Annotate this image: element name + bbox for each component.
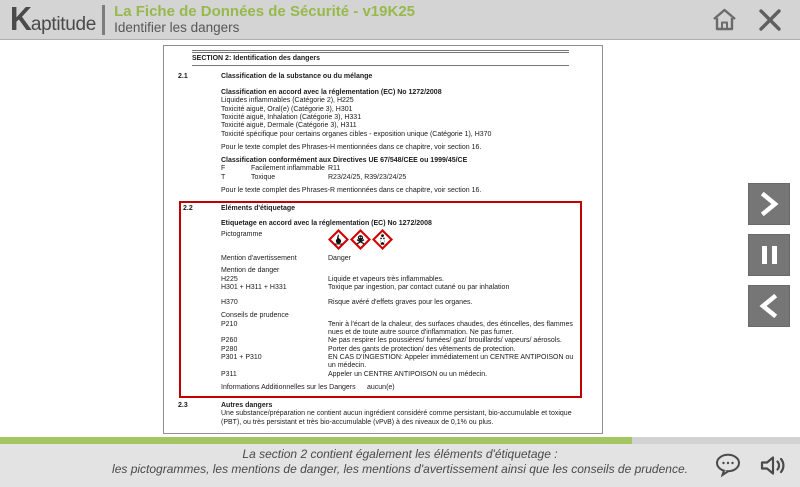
caption-line-2: les pictogrammes, les mentions de danger, les mentions d'avertissement ainsi que les conseils de prudence. (112, 461, 688, 476)
directives-heading: Classification conformément aux Directives UE 67/548/CEE ou 1999/45/CE (221, 157, 468, 165)
next-button[interactable] (748, 183, 790, 225)
additional-info-label: Informations Additionnelles sur les Dangers (221, 383, 356, 391)
caption-bar (0, 444, 800, 487)
note-phrases-h: Pour le texte complet des Phrases-H mentionnées dans ce chapitre, voir section 16. (221, 143, 482, 151)
hazard-line: Toxicité aiguë, Inhalation (Catégorie 3), H331 (221, 113, 362, 121)
directive-row: T Toxique R23/24/25, R39/23/24/25 (221, 173, 407, 181)
pause-button[interactable] (748, 234, 790, 276)
title-block (114, 3, 415, 36)
logo-text: aptitude (30, 13, 97, 35)
other-hazards-text: Une substance/préparation ne contient aucun ingrédient considéré comme persistant, bio-accumulable et toxique (PBT), ou très persistant et très bio-accumulable (vPvB) à des niveaux de 0,1% ou plus. (221, 410, 572, 426)
note-phrases-r: Pour le texte complet des Phrases-R mentionnées dans ce chapitre, voir section 16. (221, 187, 482, 195)
directive-row: F Facilement inflammable R11 (221, 165, 341, 173)
ghs-pictograms (328, 229, 576, 250)
home-icon[interactable] (711, 7, 738, 32)
caption-line-1: La section 2 contient également les éléments d'étiquetage : (242, 447, 558, 461)
section-2-3-heading: 2.3 Autres dangers (178, 402, 273, 410)
highlight-red-box (179, 201, 582, 398)
hazard-line: Toxicité aiguë, Oral(e) (Catégorie 3), H301 (221, 105, 353, 113)
logo-divider (102, 5, 105, 35)
hazard-statement-row: H370 Risque avéré d'effets graves pour les organes. (221, 299, 473, 307)
progress-bar-fill (0, 437, 632, 444)
additional-info-row (183, 384, 576, 392)
precaution-row: P260 Ne pas respirer les poussières/ fumées/ gaz/ brouillards/ vapeurs/ aérosols. (221, 337, 562, 345)
reg-classification-heading: Classification en accord avec la réglementation (EC) No 1272/2008 (221, 89, 442, 97)
hazard-line: Toxicité spécifique pour certains organes cibles - exposition unique (Catégorie 1), H370 (221, 130, 492, 138)
captions-toggle-icon[interactable] (714, 452, 744, 479)
precaution-row: P311 Appeler un CENTRE ANTIPOISON ou un médecin. (221, 370, 488, 378)
precaution-row: P301 + P310 EN CAS D'INGESTION: Appeler immédiatement un CENTRE ANTIPOISON ou un médecin. (221, 353, 574, 370)
previous-button[interactable] (748, 285, 790, 327)
hazard-statement-row: H225 Liquide et vapeurs très inflammables. (221, 275, 444, 283)
progress-bar[interactable] (0, 437, 800, 444)
ghs-health-hazard-icon (372, 229, 393, 250)
hazard-statement-row: H301 + H311 + H331 Toxique par ingestion, par contact cutané ou par inhalation (221, 283, 510, 291)
kaptitude-logo (0, 0, 97, 37)
precaution-statements-label: Conseils de prudence (221, 312, 289, 320)
player-nav (748, 183, 790, 327)
ghs-flame-icon (328, 229, 349, 250)
ghs-skull-crossbones-icon (350, 229, 371, 250)
close-icon[interactable] (758, 8, 782, 32)
section-2-2-heading: 2.2 Eléments d'étiquetage (183, 205, 296, 213)
narration-caption (0, 447, 800, 476)
precaution-row: P210 Tenir à l'écart de la chaleur, des surfaces chaudes, des étincelles, des flammes nues et de toute autre source d'inflammation. Ne pas fumer. (221, 320, 573, 337)
warning-value: Danger (328, 254, 351, 262)
hazard-line: Toxicité aiguë, Dermale (Catégorie 3), H311 (221, 122, 357, 130)
course-title: La Fiche de Données de Sécurité - v19K25 (114, 3, 416, 20)
section-2-1-heading: 2.1 Classification de la substance ou du mélange (178, 72, 373, 80)
top-bar (0, 0, 800, 40)
sds-document-page (163, 45, 603, 434)
precaution-row: P280 Porter des gants de protection/ des vêtements de protection. (221, 345, 516, 353)
logo-k-letter: K (9, 0, 32, 37)
pause-icon (762, 246, 777, 264)
labelling-reg-heading: Etiquetage en accord avec la réglementation (EC) No 1272/2008 (221, 219, 432, 227)
audio-volume-icon[interactable] (758, 452, 788, 479)
pictogram-label: Pictogramme (221, 230, 263, 238)
warning-label: Mention d'avertissement (221, 254, 297, 262)
additional-info-value: aucun(e) (367, 383, 395, 391)
course-subtitle: Identifier les dangers (114, 20, 240, 35)
danger-statements-label: Mention de danger (221, 267, 280, 275)
hazard-line: Liquides inflammables (Catégorie 2), H225 (221, 97, 354, 105)
section-2-header: SECTION 2: Identification des dangers (192, 50, 569, 66)
